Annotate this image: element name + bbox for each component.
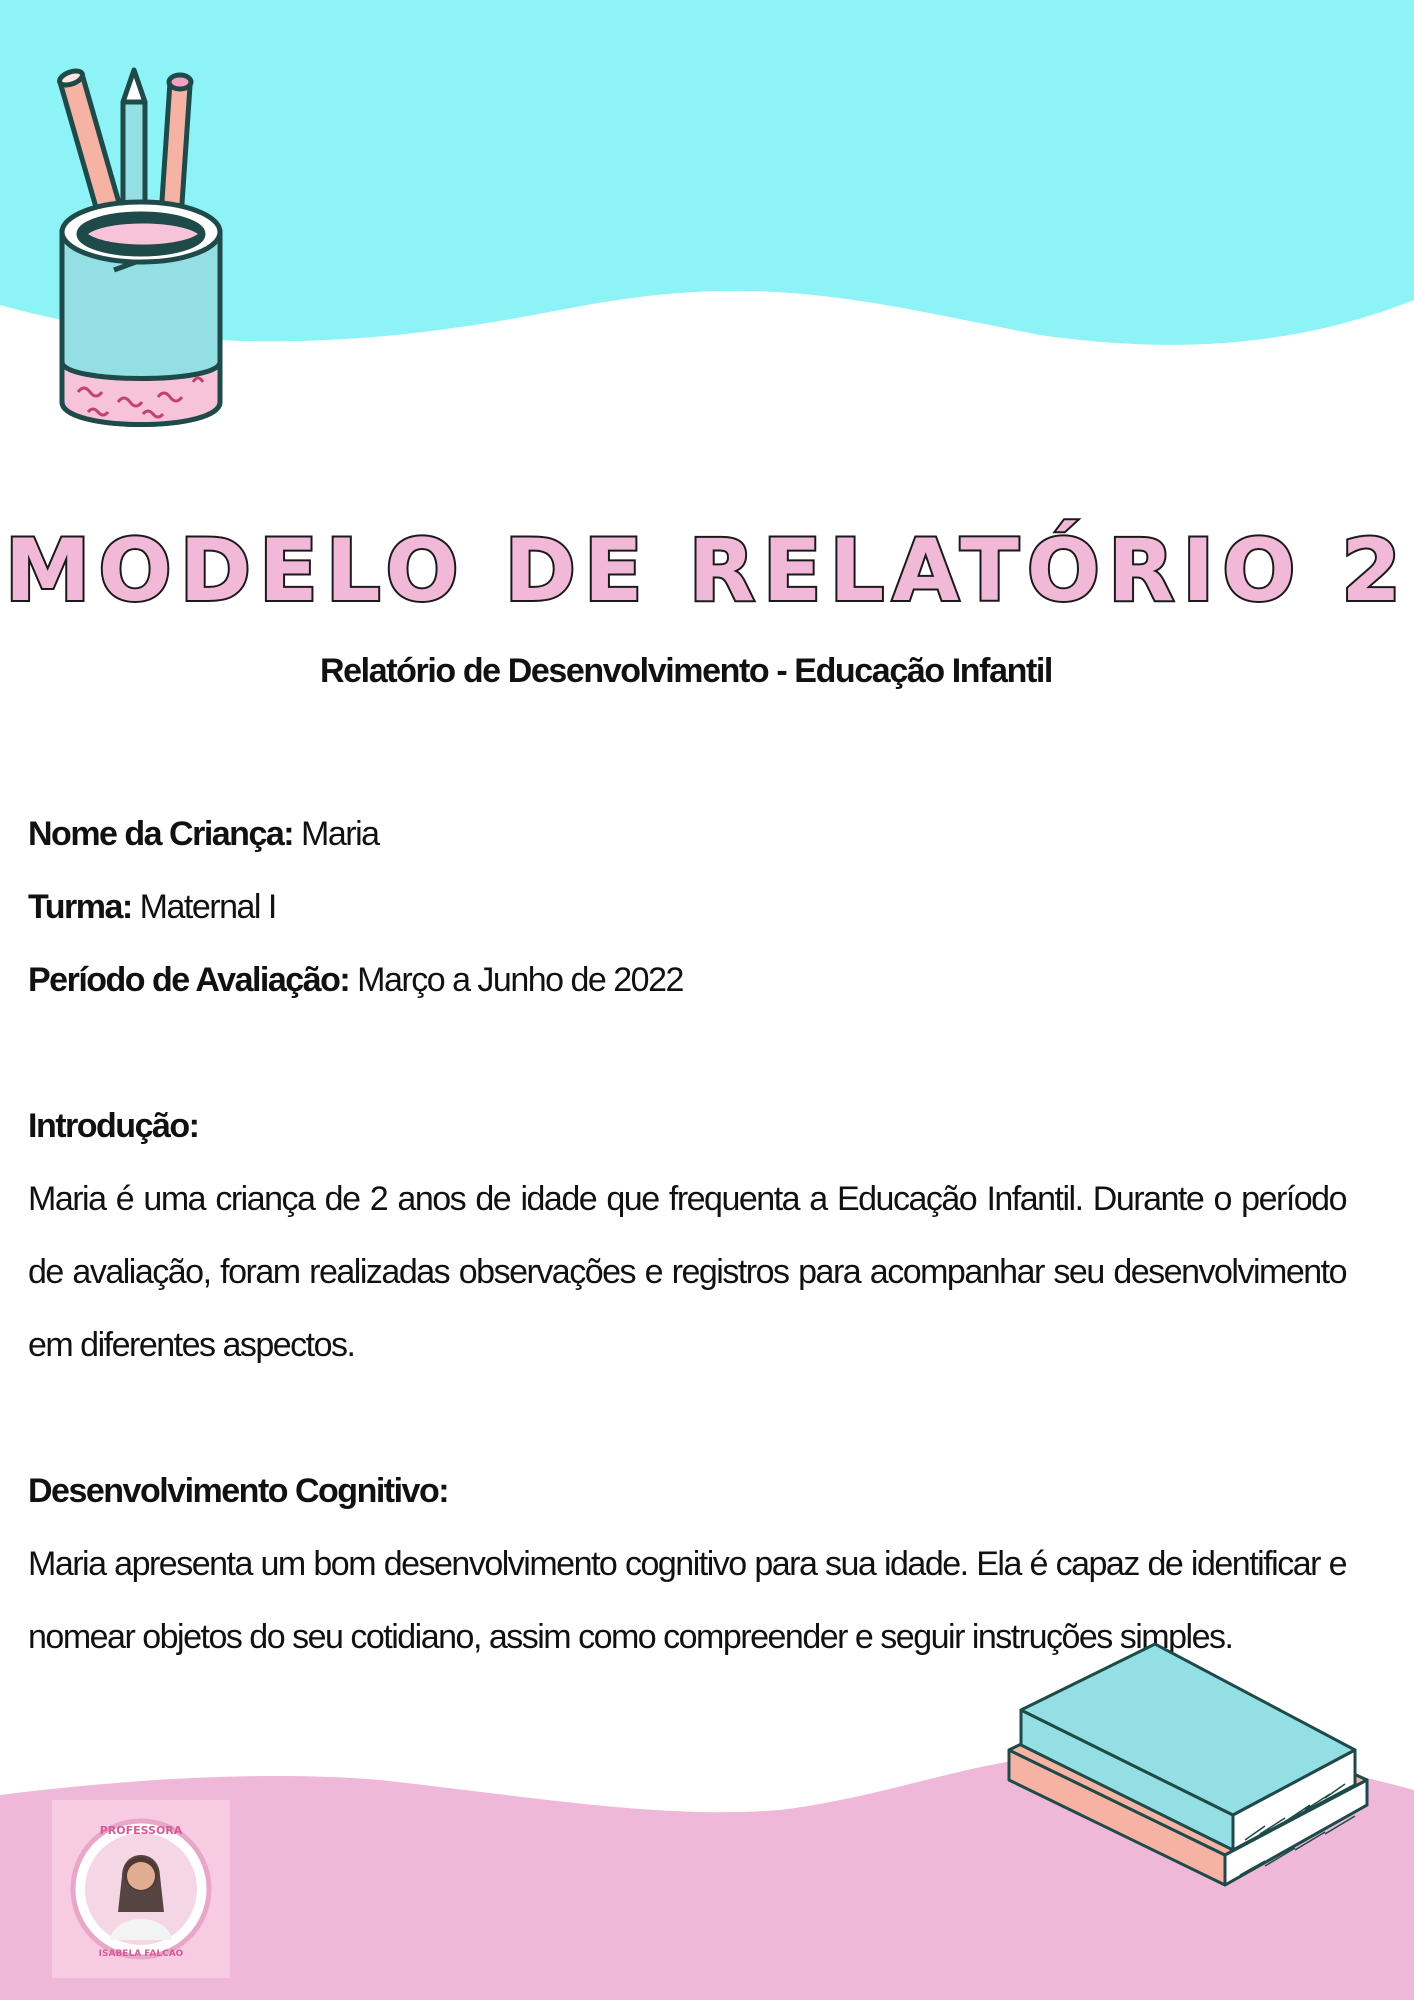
field-child-name [28, 798, 1346, 871]
svg-text:ISABELA FALCAO: ISABELA FALCAO [98, 1949, 184, 1959]
author-logo [52, 1800, 230, 1978]
field-label: Período de Avaliação: [28, 961, 350, 999]
section-body-introduction: Maria é uma criança de 2 anos de idade que frequenta a Educação Infantil. Durante o período de avaliação, foram realizadas observações e registros para acompanhar seu desenvolvimento em diferentes aspectos. [28, 1180, 1346, 1364]
section-heading-introduction: Introdução: [28, 1107, 199, 1145]
document-subtitle: Relatório de Desenvolvimento - Educação Infantil [320, 652, 1052, 690]
field-period [28, 944, 1346, 1017]
pen-cup-icon [48, 62, 238, 462]
section-heading-cognitive: Desenvolvimento Cognitivo: [28, 1472, 449, 1510]
page-title [0, 508, 1414, 628]
report-content [28, 798, 1346, 1674]
svg-text:PROFESSORA: PROFESSORA [99, 1824, 183, 1837]
book-stack-icon [1005, 1630, 1385, 1920]
field-value: Maria [301, 815, 379, 853]
field-value: Março a Junho de 2022 [357, 961, 683, 999]
author-badge [52, 1800, 230, 1978]
field-class [28, 871, 1346, 944]
field-label: Nome da Criança: [28, 815, 294, 853]
section-body-cognitive: Maria apresenta um bom desenvolvimento cognitivo para sua idade. Ela é capaz de identificar e nomear objetos do seu cotidiano, assim como compreender e seguir instruções simples. [28, 1545, 1346, 1656]
field-value: Maternal I [139, 888, 276, 926]
svg-text:MODELO DE RELATÓRIO 2: MODELO DE RELATÓRIO 2 [4, 521, 1410, 621]
field-label: Turma: [28, 888, 132, 926]
